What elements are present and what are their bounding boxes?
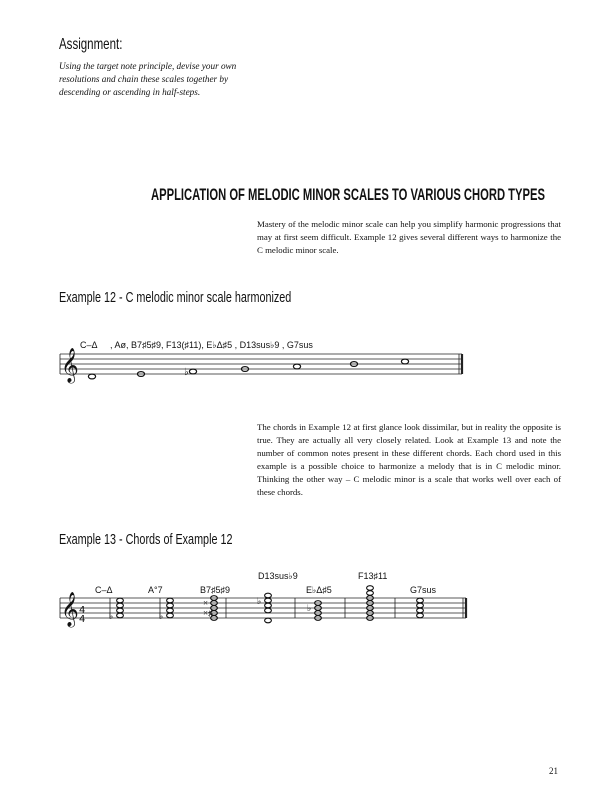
intro-paragraph: Mastery of the melodic minor scale can help you simplify harmonic progressions that may at first seem difficult. Example 12 gives several different ways to harmonize the C melodic minor scale. (257, 219, 561, 255)
chord-symbol: C–Δ (95, 585, 113, 595)
treble-clef-icon: 𝄞 (61, 592, 79, 627)
chord-symbol: B7♯5♯9 (200, 585, 231, 595)
section-title: APPLICATION OF MELODIC MINOR SCALES TO VARIOUS CHORD TYPES (151, 185, 545, 204)
example-12-title: Example 12 - C melodic minor scale harmonized (59, 289, 292, 306)
example-12-chord-labels: , Aø, B7♯5♯9, F13(♯11), E♭Δ♯5 , D13sus♭9 , G7sus (110, 340, 313, 350)
time-signature-icon: 4 (79, 605, 86, 616)
chord-symbol: A°7 (148, 585, 163, 595)
example-13-title: Example 13 - Chords of Example 12 (59, 531, 233, 548)
example-12-first-chord-label: C–Δ (80, 340, 98, 350)
whole-note (293, 364, 300, 369)
assignment-text: Using the target note principle, devise your own resolutions and chain these scales together by descending or ascending in half-steps. (59, 61, 237, 97)
sharp-sign-icon: × (203, 598, 209, 608)
chord-symbol: G7sus (410, 585, 437, 595)
flat-sign-icon: ♭ (109, 611, 114, 621)
chord-symbol: E♭Δ♯5 (306, 585, 332, 595)
chord-symbol: D13sus♭9 (258, 571, 298, 581)
example-12-staff (0, 330, 609, 390)
flat-sign-icon: ♭ (159, 611, 164, 621)
page-number: 21 (549, 766, 558, 776)
example-13-staff (0, 562, 609, 632)
treble-clef-icon: 𝄞 (61, 348, 79, 383)
body-paragraph: The chords in Example 12 at first glance look dissimilar, but in reality the opposite is true. They are actually all very closely related. Look at Example 13 and note the number of common notes present in these different chords. Each chord used in this example is a possible choice to harmonize a melody that is in C melodic minor. Thinking the other way – C melodic minor is a scale that works well over each of these chords. (257, 422, 561, 497)
flat-sign-icon: ♭ (184, 367, 189, 378)
chord-symbol: F13♯11 (358, 571, 388, 581)
flat-sign-icon: ♭ (307, 603, 312, 613)
sharp-sign-icon: ×♯ (203, 608, 213, 618)
whole-note (401, 359, 408, 364)
time-signature-icon: 4 (79, 614, 86, 625)
chord-notes (315, 601, 322, 621)
assignment-heading: Assignment: (59, 36, 123, 53)
flat-sign-icon: ♭ (257, 596, 262, 606)
whole-note (189, 369, 196, 374)
whole-note (88, 374, 95, 379)
